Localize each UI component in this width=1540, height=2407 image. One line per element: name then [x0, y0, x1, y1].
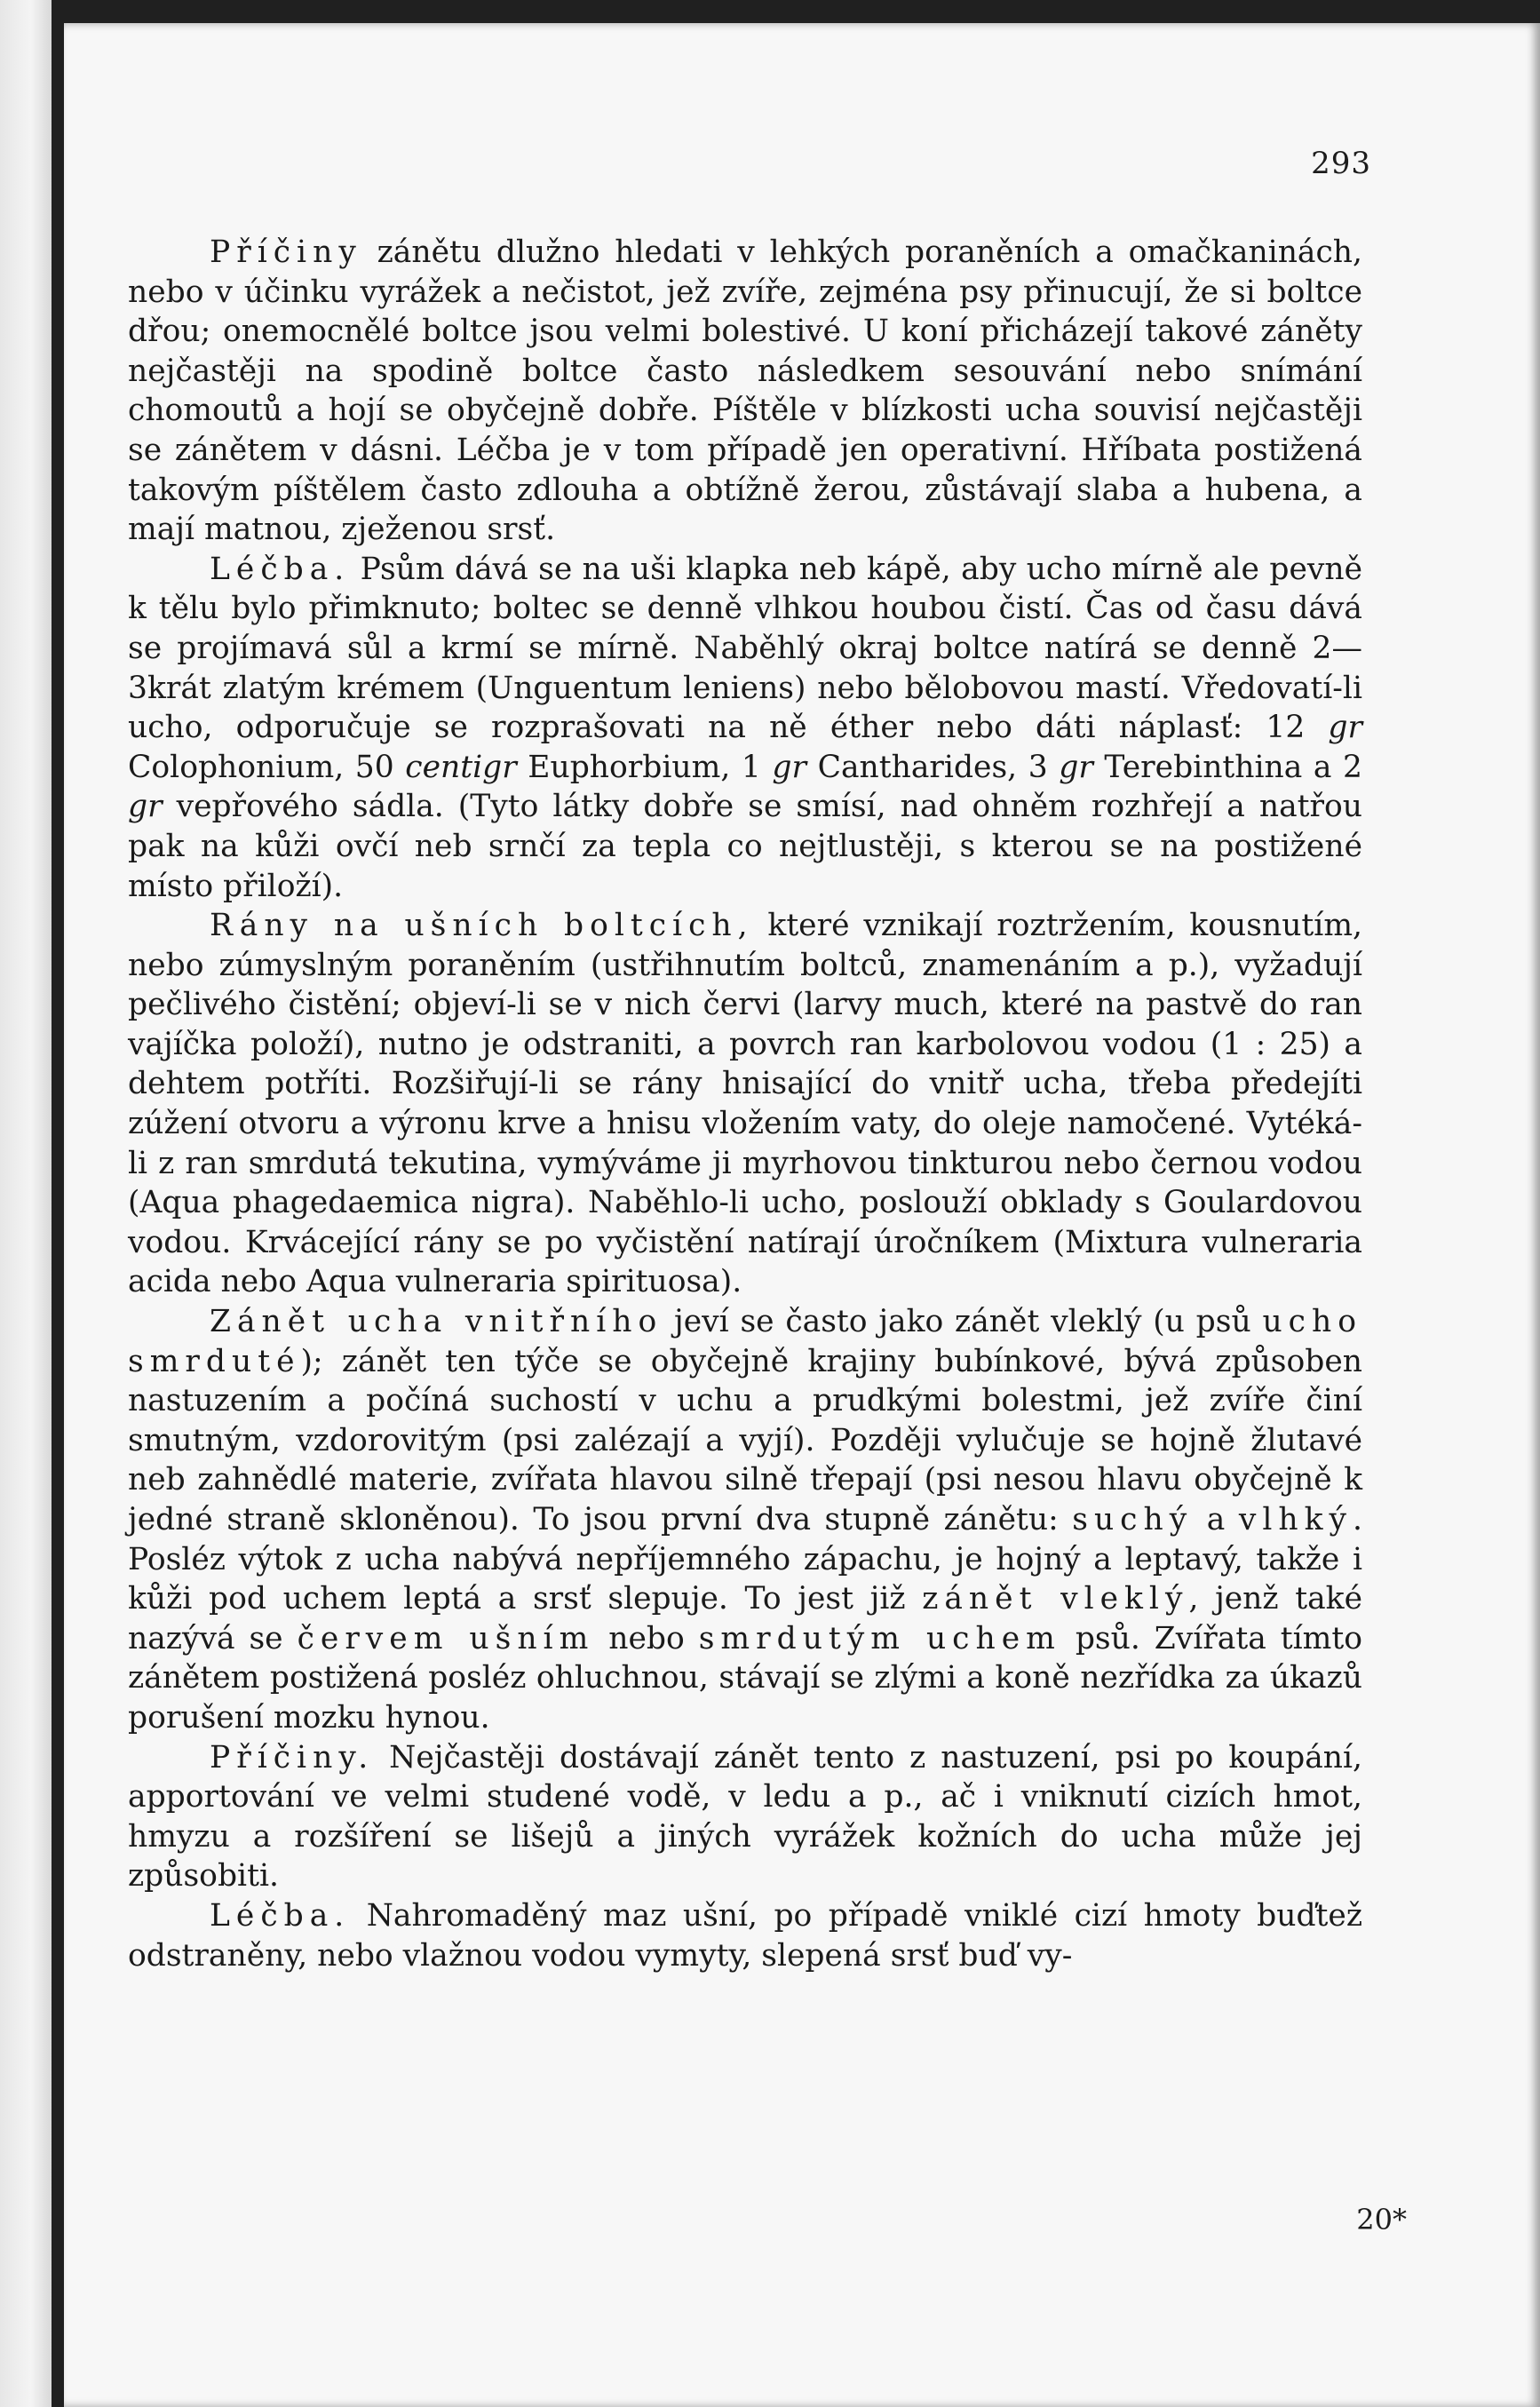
page-number: 293 — [1311, 146, 1371, 181]
printer-signature: 20* — [1356, 2203, 1407, 2236]
spaced-heading-inner-ear: Zánět ucha vnitřního — [210, 1304, 663, 1340]
paragraph-causes-inner: Příčiny. Nejčastěji dostávají zánět tento z nastuzení, psi po koupání, apportování ve velmi studené vodě, v ledu a p., ač i vniknutí cizích hmot, hmyzu a rozšíření se lišejů a jiných vyrážek kožních do ucha může jej způsobiti. — [128, 1739, 1362, 1895]
spaced-heading-treatment: Léčba. — [210, 551, 351, 587]
paragraph-inner-ear: Zánět ucha vnitřního jeví se často jako zánět vleklý (u psů ucho smrduté); zánět ten týče se obyčejně krajiny bubínkové, bývá způsoben nastuzením a počíná suchostí v uchu a prudkými bolestmi, jež zvíře činí smutným, vzdorovitým (psi zalézají a vyjí). Později vylučuje se hojně žlutavé neb zahnědlé materie, zvířata hlavou silně třepají (psi nesou hlavu obyčejně k jedné straně skloněnou). To jsou první dva stupně zánětu: suchý a vlhký. Posléz výtok z ucha nabývá nepříjemného zápachu, je hojný a leptavý, takže i kůži pod uchem leptá a srsť slepuje. To jest již zánět vleklý, jenž také nazývá se červem ušním nebo smrdutým uchem psů. Zvířata tímto zánětem postižená posléz ohluchnou, stávají se zlými a koně nezřídka za úkazů porušení mozku hynou. — [128, 1304, 1362, 1736]
paragraph-wounds: Rány na ušních boltcích, které vznikají roztržením, kousnutím, nebo zúmyslným poraněním (ustřihnutím boltců, znamenáním a p.), vyžadují pečlivého čistění; objeví-li se v nich červi (larvy much, které na pastvě do ran vajíčka položí), nutno je odstraniti, a povrch ran karbolovou vodou (1 : 25) a dehtem potříti. Rozšiřují-li se rány hnisající do vnitř ucha, třeba předejíti zúžení otvoru a výronu krve a hnisu vložením vaty, do oleje namočené. Vytéká-li z ran smrdutá tekutina, vymýváme ji myrhovou tinkturou nebo černou vodou (Aqua phagedaemica nigra). Naběhlo-li ucho, poslouží obklady s Goulardovou vodou. Krvácející rány se po vyčistění natírají úročníkem (Mixtura vulneraria acida nebo Aqua vulneraria spirituosa). — [128, 908, 1363, 1300]
spaced-heading-treatment-2: Léčba. — [210, 1897, 351, 1934]
paragraph-treatment-inner: Léčba. Nahromaděný maz ušní, po případě vniklé cizí hmoty buďtež odstraněny, nebo vlažnou vodou vymyty, slepená srsť buď vy- — [128, 1897, 1362, 1974]
previous-page-edge — [0, 0, 52, 2407]
book-page — [64, 23, 1540, 2407]
page-body — [128, 233, 1362, 1975]
spaced-heading-causes-2: Příčiny. — [210, 1739, 375, 1775]
spaced-heading-wounds: Rány na ušních boltcích, — [210, 908, 754, 944]
paragraph-causes-outer: Příčiny zánětu dlužno hledati v lehkých poraněních a omačkaninách, nebo v účinku vyrážek a nečistot, jež zvíře, zejména psy přinucují, že si boltce dřou; onemocnělé boltce jsou velmi bolestivé. U koní přicházejí takové záněty nejčastěji na spodině boltce často následkem sesouvání nebo snímání chomoutů a hojí se obyčejně dobře. Píštěle v blízkosti ucha souvisí nejčastěji se zánětem v dásni. Léčba je v tom případě jen operativní. Hříbata postižená takovým píštělem často zdlouha a obtížně žerou, zůstávají slaba a hubena, a mají matnou, zježenou srsť. — [128, 234, 1362, 548]
paragraph-treatment-outer: Léčba. Psům dává se na uši klapka neb kápě, aby ucho mírně ale pevně k tělu bylo přimknuto; boltec se denně vlhkou houbou čistí. Čas od času dává se projímavá sůl a krmí se mírně. Naběhlý okraj boltce natírá se denně 2—3krát zlatým krémem (Unguentum leniens) nebo bělobovou mastí. Vředovatí-li ucho, odporučuje se rozprašovati na ně éther nebo dáti náplasť: 12 gr Colophonium, 50 centigr Euphorbium, 1 gr Cantharides, 3 gr Terebinthina a 2 gr vepřového sádla. (Tyto látky dobře se smísí, nad ohněm rozhřejí a natřou pak na kůži ovčí neb srnčí za tepla co nejtlustěji, s kterou se na postižené místo přiloží). — [128, 551, 1363, 904]
spaced-heading-causes: Příčiny — [210, 234, 362, 270]
